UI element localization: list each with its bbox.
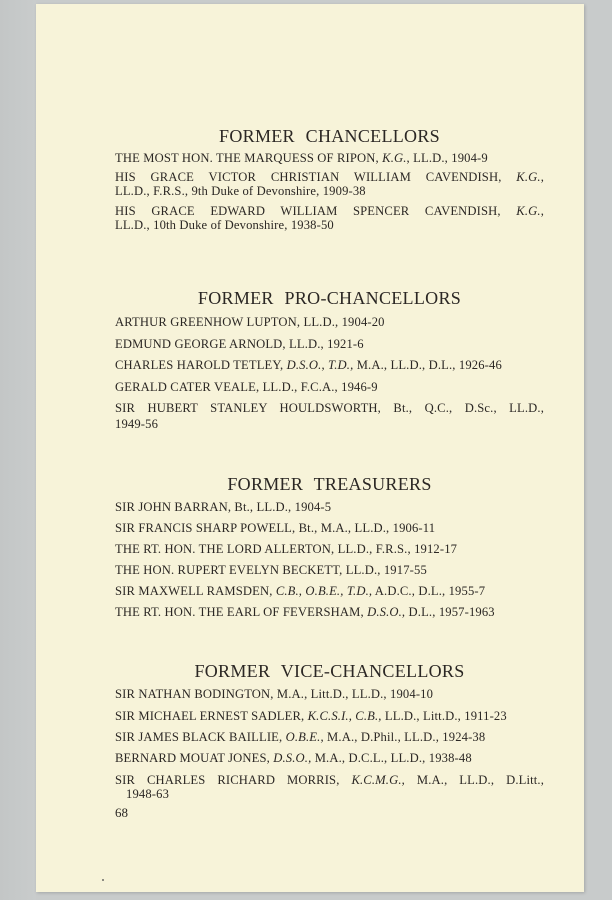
list-item: SIR HUBERT STANLEY HOULDSWORTH, Bt., Q.C., D.Sc., LL.D., (115, 401, 544, 415)
list-item: GERALD CATER VEALE, LL.D., F.C.A., 1946-9 (115, 380, 378, 394)
scan-background (0, 0, 36, 900)
list-item-continuation: LL.D., F.R.S., 9th Duke of Devonshire, 1909-38 (115, 184, 366, 198)
list-item: THE MOST HON. THE MARQUESS OF RIPON, K.G., LL.D., 1904-9 (115, 151, 488, 165)
list-item-continuation: LL.D., 10th Duke of Devonshire, 1938-50 (115, 218, 334, 232)
list-item: HIS GRACE VICTOR CHRISTIAN WILLIAM CAVENDISH, K.G., (115, 170, 544, 184)
list-item-continuation: 1948-63 (126, 787, 170, 801)
list-item-continuation: 1949-56 (115, 417, 159, 431)
list-item: SIR MICHAEL ERNEST SADLER, K.C.S.I., C.B., LL.D., Litt.D., 1911-23 (115, 709, 507, 723)
list-item: ARTHUR GREENHOW LUPTON, LL.D., 1904-20 (115, 315, 385, 329)
section-heading: FORMER PRO-CHANCELLORS (197, 288, 462, 308)
list-item: SIR MAXWELL RAMSDEN, C.B., O.B.E., T.D., A.D.C., D.L., 1955-7 (115, 584, 486, 598)
scan-speck (102, 879, 104, 881)
section-heading: FORMER TREASURERS (227, 474, 432, 494)
list-item: THE RT. HON. THE LORD ALLERTON, LL.D., F.R.S., 1912-17 (115, 542, 458, 556)
list-item: THE HON. RUPERT EVELYN BECKETT, LL.D., 1917-55 (115, 563, 427, 577)
page-number: 68 (115, 805, 128, 820)
list-item: SIR CHARLES RICHARD MORRIS, K.C.M.G., M.A., LL.D., D.Litt., (115, 773, 544, 787)
list-item: BERNARD MOUAT JONES, D.S.O., M.A., D.C.L., LL.D., 1938-48 (115, 751, 472, 765)
list-item: HIS GRACE EDWARD WILLIAM SPENCER CAVENDISH, K.G., (115, 204, 544, 218)
list-item: SIR NATHAN BODINGTON, M.A., Litt.D., LL.D., 1904-10 (115, 687, 434, 701)
list-item: CHARLES HAROLD TETLEY, D.S.O., T.D., M.A., LL.D., D.L., 1926-46 (115, 358, 502, 372)
section-heading: FORMER CHANCELLORS (219, 126, 440, 146)
list-item: SIR FRANCIS SHARP POWELL, Bt., M.A., LL.D., 1906-11 (115, 521, 436, 535)
section-heading: FORMER VICE-CHANCELLORS (194, 661, 465, 681)
list-item: SIR JOHN BARRAN, Bt., LL.D., 1904-5 (115, 500, 332, 514)
list-item: EDMUND GEORGE ARNOLD, LL.D., 1921-6 (115, 337, 364, 351)
list-item: THE RT. HON. THE EARL OF FEVERSHAM, D.S.O., D.L., 1957-1963 (115, 605, 495, 619)
list-item: SIR JAMES BLACK BAILLIE, O.B.E., M.A., D.Phil., LL.D., 1924-38 (115, 730, 486, 744)
